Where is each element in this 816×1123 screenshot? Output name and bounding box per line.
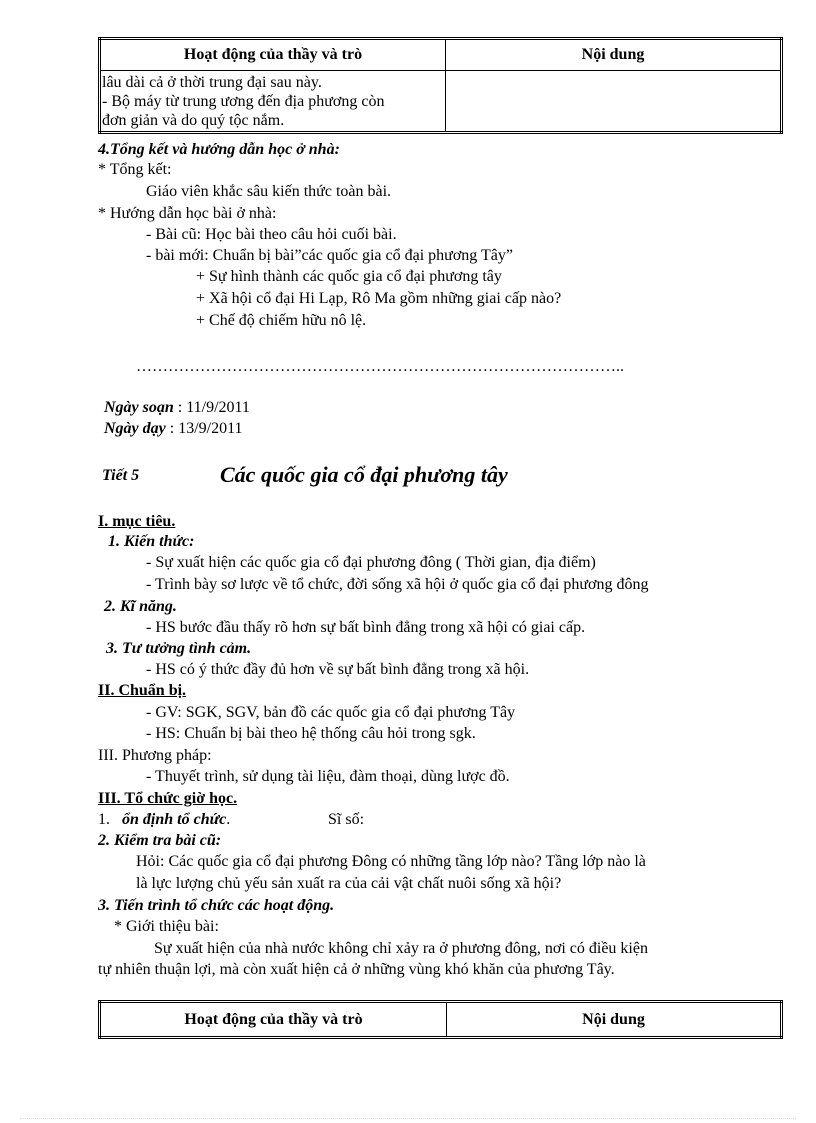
attitude-heading: 3. Tư tưởng tình cảm. bbox=[106, 640, 252, 657]
table-cell-activities bbox=[100, 71, 446, 133]
knowledge-item: - Trình bày sơ lược về tổ chức, đời sống xã hội ở quốc gia cổ đại phương đông bbox=[146, 576, 649, 593]
knowledge-heading: 1. Kiến thức: bbox=[108, 533, 195, 550]
table-cell-content bbox=[446, 71, 782, 133]
lesson-title: Các quốc gia cổ đại phương tây bbox=[220, 462, 508, 487]
intro-line: Sự xuất hiện của nhà nước không chỉ xảy ra ở phương đông, nơi có điều kiện bbox=[154, 940, 648, 957]
old-lesson-item: - Bài cũ: Học bài theo câu hỏi cuối bài. bbox=[146, 226, 397, 243]
intro-line: tự nhiên thuận lợi, mà còn xuất hiện cả ở những vùng khó khăn của phương Tây. bbox=[98, 961, 615, 978]
guide-point: + Xã hội cổ đại Hi Lạp, Rô Ma gồm những giai cấp nào? bbox=[196, 290, 562, 307]
preparation-item: - GV: SGK, SGV, bản đồ các quốc gia cổ đại phương Tây bbox=[146, 704, 516, 721]
lesson-number: Tiết 5 bbox=[102, 467, 140, 484]
skill-item: - HS bước đầu thấy rõ hơn sự bất bình đẳng trong xã hội có giai cấp. bbox=[146, 619, 586, 636]
method-heading: III. Phương pháp: bbox=[98, 747, 212, 764]
table-header-activities: Hoạt động của thầy và trò bbox=[100, 1002, 447, 1038]
organization-heading: III. Tổ chức giờ học. bbox=[98, 790, 238, 807]
teach-date bbox=[104, 419, 243, 438]
intro-label: * Giới thiệu bài: bbox=[114, 918, 219, 935]
step-1-dot: . bbox=[226, 811, 231, 828]
attendance-label: Sĩ số: bbox=[328, 811, 365, 828]
cell-line: đơn giản và do quý tộc nắm. bbox=[102, 112, 285, 129]
step-3-heading: 3. Tiến trình tổ chức các hoạt động. bbox=[98, 897, 335, 914]
table-header-content: Nội dung bbox=[446, 39, 782, 71]
cell-line: lâu dài cả ở thời trung đại sau này. bbox=[102, 74, 322, 91]
table-header-content: Nội dung bbox=[447, 1002, 782, 1038]
summary-label: * Tổng kết: bbox=[98, 161, 172, 178]
knowledge-item: - Sự xuất hiện các quốc gia cổ đại phương đông ( Thời gian, địa điểm) bbox=[146, 554, 596, 571]
teach-date-value: : 13/9/2011 bbox=[165, 420, 243, 437]
prep-date bbox=[104, 398, 250, 417]
guide-point: + Sự hình thành các quốc gia cổ đại phương tây bbox=[196, 268, 502, 285]
step-1 bbox=[98, 810, 230, 829]
skill-heading: 2. Kĩ năng. bbox=[104, 598, 177, 615]
step-1-number: 1. bbox=[98, 811, 110, 828]
prep-date-label: Ngày soạn bbox=[104, 399, 174, 416]
activity-table-top bbox=[98, 37, 783, 134]
guide-label: * Hướng dẫn học bài ở nhà: bbox=[98, 205, 277, 222]
cell-line: - Bộ máy từ trung ương đến địa phương còn bbox=[102, 93, 385, 110]
teach-date-label: Ngày dạy bbox=[104, 420, 166, 437]
preparation-heading: II. Chuẩn bị. bbox=[98, 682, 187, 699]
section-heading-summary: 4.Tổng kết và hướng dẫn học ở nhà: bbox=[98, 141, 340, 158]
separator-dots: ……………………………………………………………………………….. bbox=[136, 358, 624, 375]
table-header-activities: Hoạt động của thầy và trò bbox=[100, 39, 446, 71]
new-lesson-item: - bài mới: Chuẩn bị bài”các quốc gia cổ đại phương Tây” bbox=[146, 247, 513, 264]
preparation-item: - HS: Chuẩn bị bài theo hệ thống câu hỏi trong sgk. bbox=[146, 725, 476, 742]
question-line: là lực lượng chủ yếu sản xuất ra của cải vật chất nuôi sống xã hội? bbox=[136, 875, 562, 892]
summary-text: Giáo viên khắc sâu kiến thức toàn bài. bbox=[146, 183, 392, 200]
activity-table-bottom bbox=[98, 1000, 783, 1039]
method-item: - Thuyết trình, sử dụng tài liệu, đàm thoại, dùng lược đồ. bbox=[146, 768, 510, 785]
guide-point: + Chế độ chiếm hữu nô lệ. bbox=[196, 312, 367, 329]
question-line: Hỏi: Các quốc gia cổ đại phương Đông có những tầng lớp nào? Tầng lớp nào là bbox=[136, 853, 646, 870]
objectives-heading: I. mục tiêu. bbox=[98, 513, 176, 530]
attitude-item: - HS có ý thức đầy đủ hơn về sự bất bình đẳng trong xã hội. bbox=[146, 661, 530, 678]
step-1-label: ổn định tổ chức bbox=[122, 811, 227, 828]
prep-date-value: : 11/9/2011 bbox=[173, 399, 250, 416]
page-edge-divider bbox=[20, 1118, 796, 1119]
step-2-heading: 2. Kiểm tra bài cũ: bbox=[98, 832, 222, 849]
